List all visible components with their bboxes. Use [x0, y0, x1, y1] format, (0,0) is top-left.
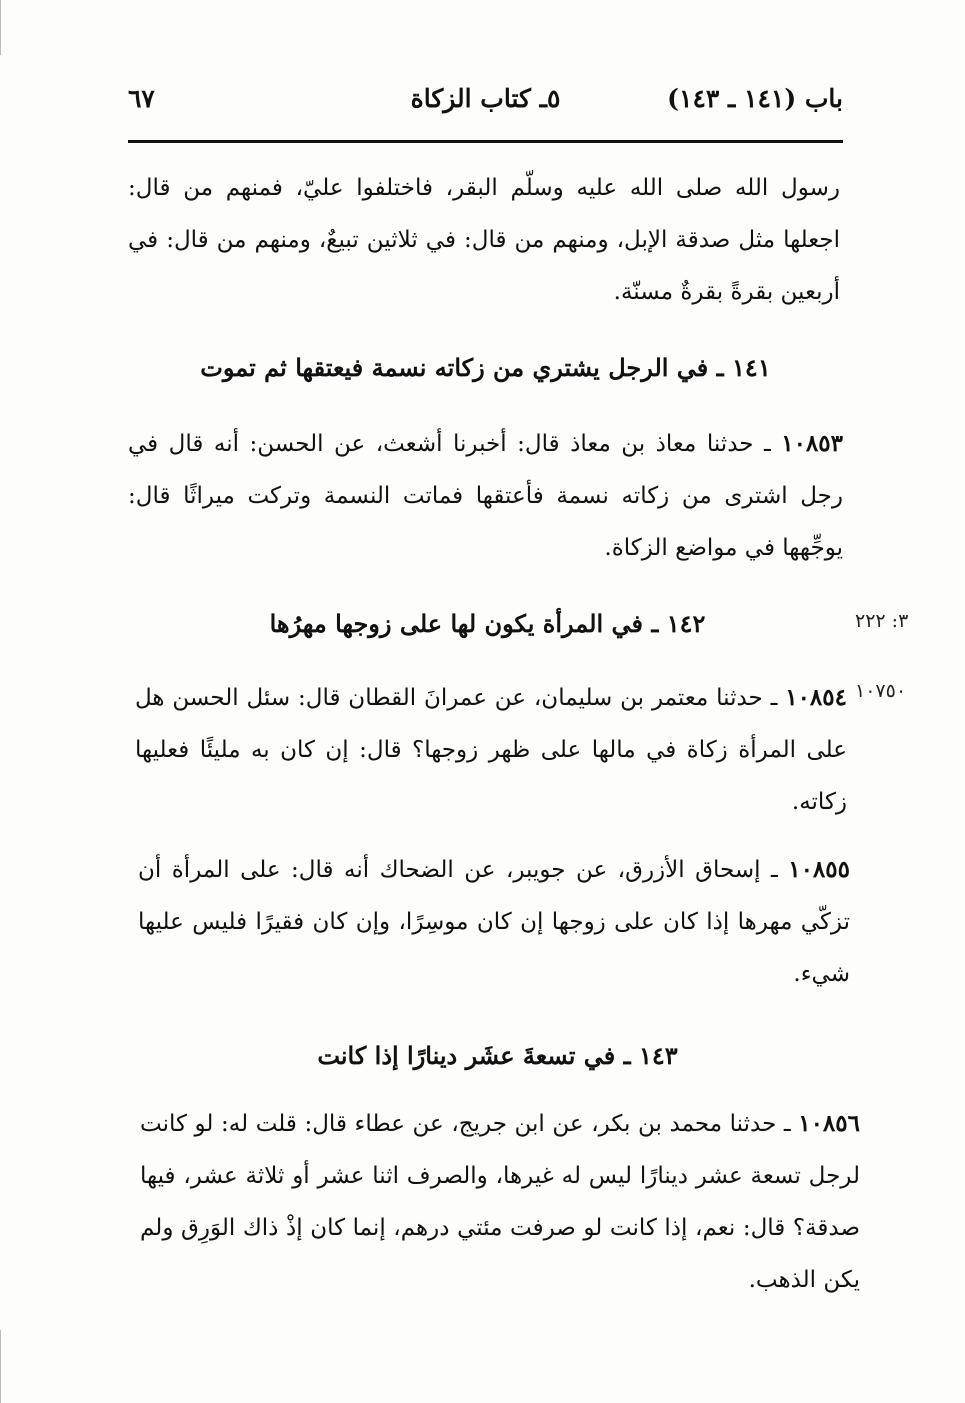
entry-text: ـ إسحاق الأزرق، عن جويبر، عن الضحاك أنه قال: على المرأة أن تزكّي مهرها إذا كان على زوجها إن كان موسِرًا، وإن كان فقيرًا فليس عليها شيء.: [138, 857, 850, 987]
header-rule: [128, 140, 843, 143]
entry-10856: [140, 1098, 860, 1306]
header-book-title: ٥ـ كتاب الزكاة: [410, 84, 561, 113]
entry-number: ١٠٨٥٦: [798, 1110, 860, 1137]
intro-paragraph: [128, 162, 840, 318]
entry-text: ـ حدثنا محمد بن بكر، عن ابن جريج، عن عطاء قال: قلت له: لو كانت لرجل تسعة عشر دينارًا ليس له غيرها، والصرف اثنا عشر أو ثلاثة عشر، فيها صدقة؟ قال: نعم، إذا كانت لو صرفت مئتي درهم، إنما كان إذْ ذاك الوَرِق ولم يكن الذهب.: [140, 1111, 861, 1293]
margin-ref-cross-number: ١٠٧٥٠: [855, 680, 907, 702]
entry-text: ـ حدثنا معتمر بن سليمان، عن عمرانَ القطان قال: سئل الحسن هل على المرأة زكاة في مالها على ظهر زوجها؟ قال: إن كان به مليئًا فعليها زكاته.: [135, 685, 847, 815]
section-heading-142: ١٤٢ ـ في المرأة يكون لها على زوجها مهرُها: [269, 609, 706, 638]
entry-10854: [135, 672, 847, 828]
page-edge-top: [0, 0, 1, 55]
entry-number: ١٠٨٥٤: [785, 684, 847, 711]
section-heading-143: ١٤٣ ـ في تسعةَ عشَر دينارًا إذا كانت: [317, 1041, 678, 1070]
intro-text: رسول الله صلى الله عليه وسلّم البقر، فاختلفوا عليّ، فمنهم من قال: اجعلها مثل صدقة الإبل، ومنهم من قال: في ثلاثين تبيعٌ، ومنهم من قال: في أربعين بقرةً بقرةٌ مسنّة.: [128, 175, 840, 305]
entry-text: ـ حدثنا معاذ بن معاذ قال: أخبرنا أشعث، عن الحسن: أنه قال في رجل اشترى من زكاته نسمة فأعتقها فماتت النسمة وتركت ميراثًا قال: يوجِّهها في مواضع الزكاة.: [128, 431, 843, 561]
header-chapter: باب (١٤١ ـ ١٤٣): [667, 84, 843, 113]
page-edge-bottom: [0, 1330, 1, 1403]
page-number: ٦٧: [128, 84, 155, 113]
entry-10855: [138, 844, 850, 1000]
section-heading-141: ١٤١ ـ في الرجل يشتري من زكاته نسمة فيعتقها ثم تموت: [200, 353, 771, 382]
entry-number: ١٠٨٥٣: [781, 430, 843, 457]
margin-ref-volume-page: ٣: ٢٢٢: [855, 610, 909, 632]
entry-number: ١٠٨٥٥: [788, 856, 850, 883]
running-header: [128, 84, 843, 130]
entry-10853: [128, 418, 843, 574]
